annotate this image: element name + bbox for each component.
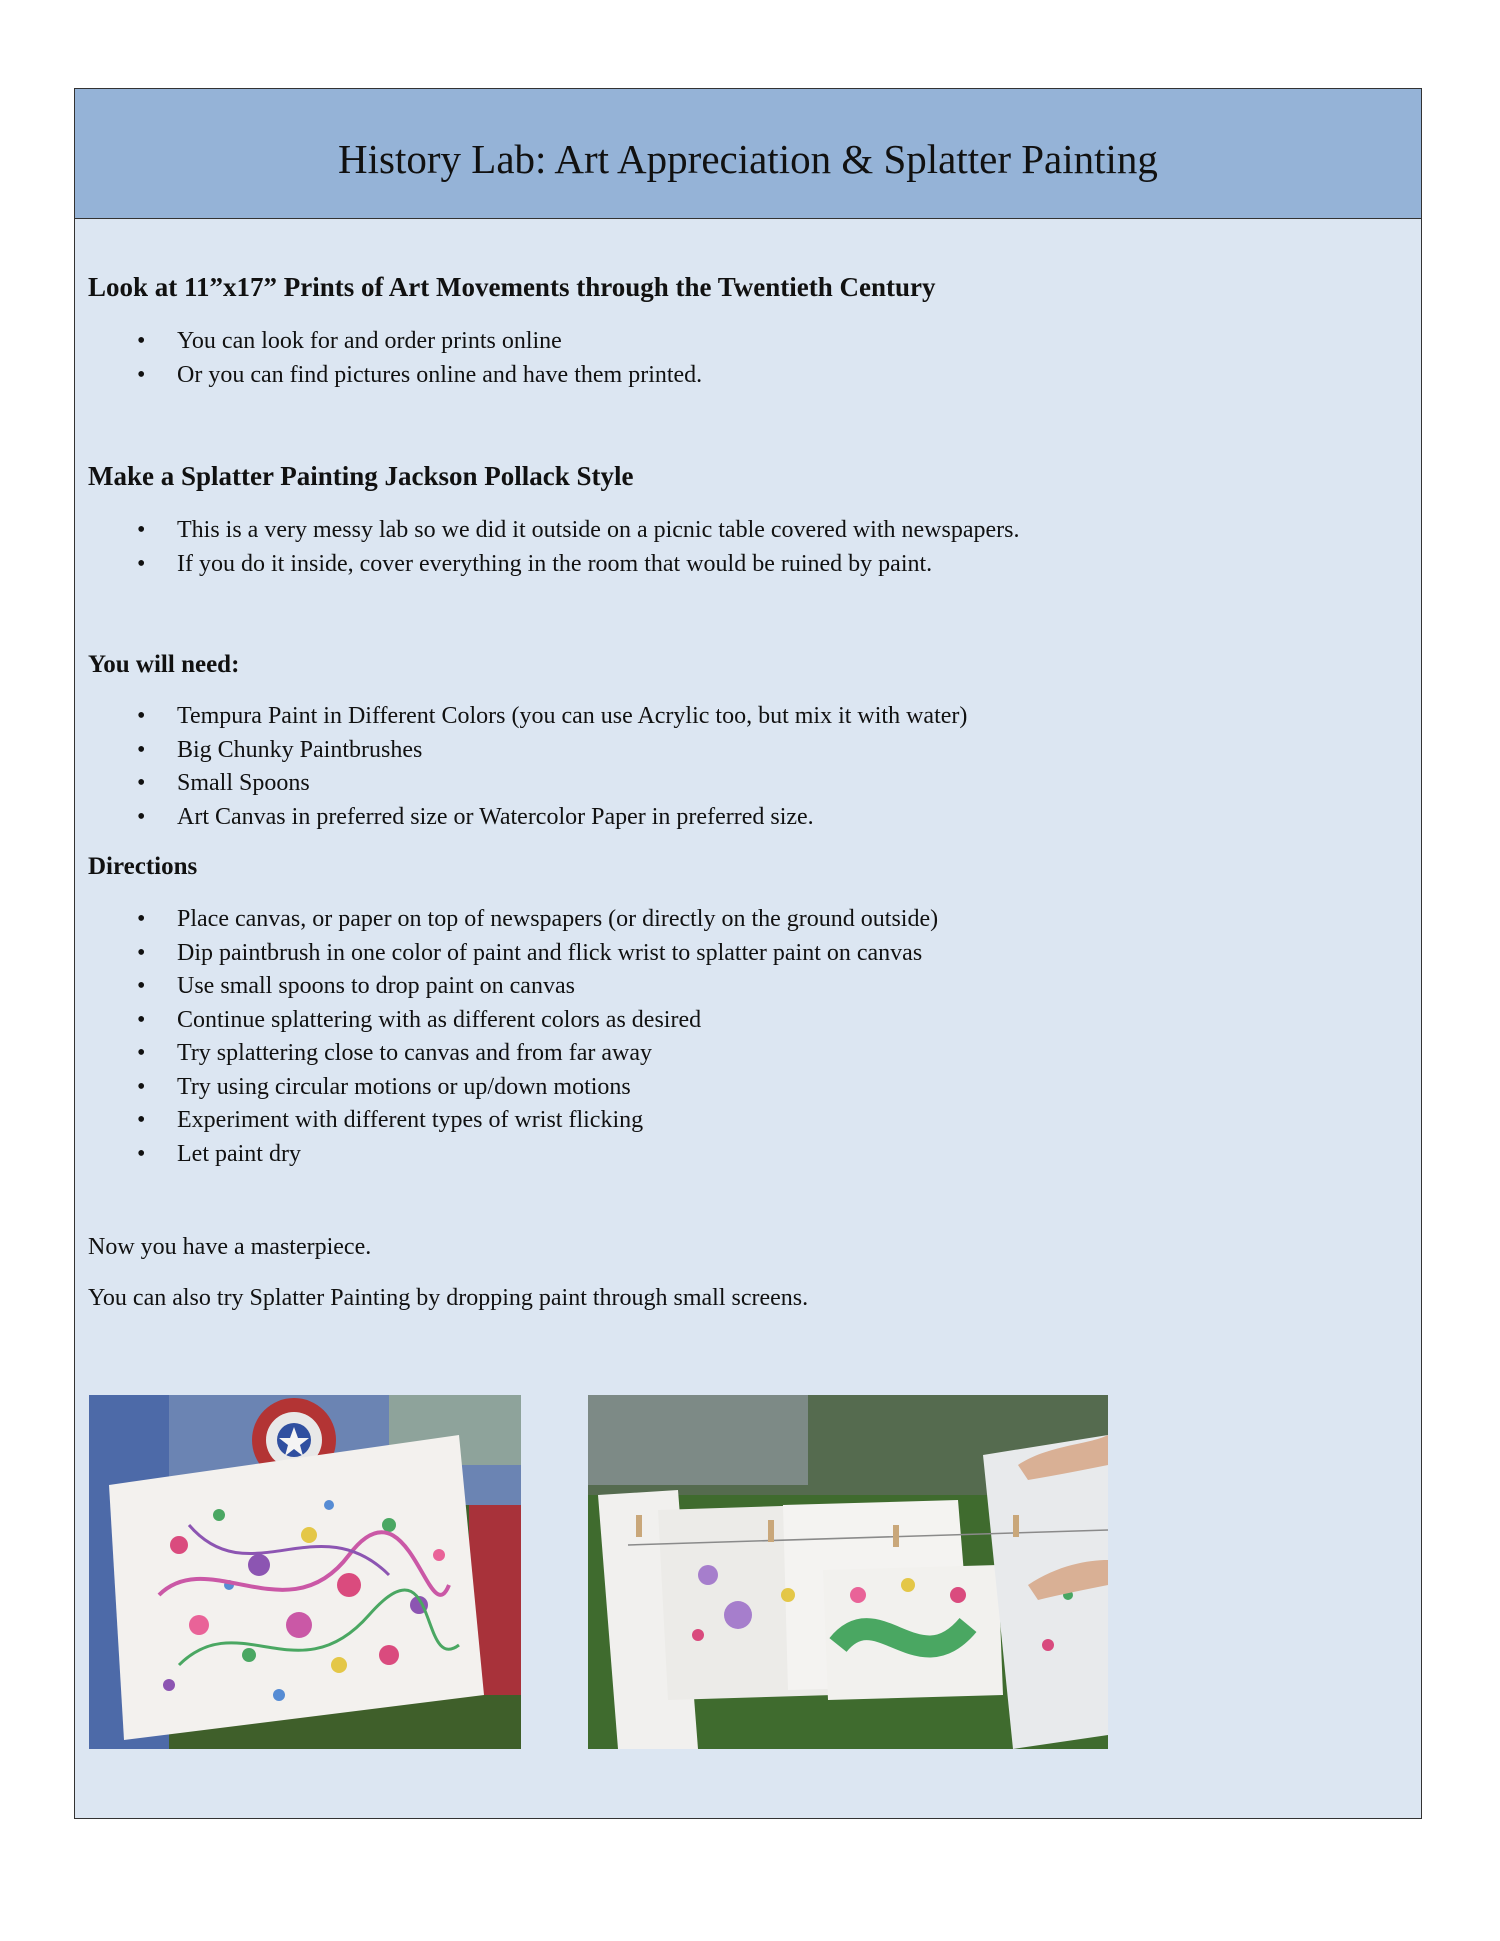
closing-line-1: Now you have a masterpiece. — [88, 1234, 372, 1260]
list-item: • Let paint dry — [75, 1138, 938, 1172]
list-item: • Or you can find pictures online and have them printed. — [75, 359, 702, 393]
section-heading-supplies: You will need: — [88, 651, 240, 678]
prints-list — [75, 325, 702, 392]
list-item: • If you do it inside, cover everything in the room that would be ruined by paint. — [75, 548, 1019, 582]
list-item: • This is a very messy lab so we did it outside on a picnic table covered with newspapers. — [75, 514, 1019, 548]
lab-sheet-frame — [74, 88, 1422, 1819]
list-item: • Small Spoons — [75, 767, 967, 801]
list-item: • Big Chunky Paintbrushes — [75, 734, 967, 768]
list-item: • Dip paintbrush in one color of paint and flick wrist to splatter paint on canvas — [75, 937, 938, 971]
section-heading-splatter: Make a Splatter Painting Jackson Pollack Style — [88, 461, 634, 491]
list-item: • Try splattering close to canvas and from far away — [75, 1037, 938, 1071]
title-banner — [75, 89, 1421, 219]
list-item: • Art Canvas in preferred size or Watercolor Paper in preferred size. — [75, 801, 967, 835]
list-item: • Use small spoons to drop paint on canvas — [75, 970, 938, 1004]
splatter-notes-list — [75, 514, 1019, 581]
section-heading-prints: Look at 11”x17” Prints of Art Movements through the Twentieth Century — [88, 272, 936, 302]
supplies-list — [75, 700, 967, 834]
list-item: • Experiment with different types of wrist flicking — [75, 1104, 938, 1138]
list-item: • Try using circular motions or up/down motions — [75, 1071, 938, 1105]
directions-list — [75, 903, 938, 1171]
list-item: • Place canvas, or paper on top of newspapers (or directly on the ground outside) — [75, 903, 938, 937]
section-heading-directions: Directions — [88, 853, 198, 880]
list-item: • Tempura Paint in Different Colors (you can use Acrylic too, but mix it with water) — [75, 700, 967, 734]
splatter-paintings-drying-photo — [588, 1395, 1108, 1749]
list-item: • You can look for and order prints online — [75, 325, 702, 359]
list-item: • Continue splattering with as different colors as desired — [75, 1004, 938, 1038]
splatter-painting-photo-held — [89, 1395, 521, 1749]
page-title: History Lab: Art Appreciation & Splatter Painting — [338, 135, 1158, 182]
closing-line-2: You can also try Splatter Painting by dropping paint through small screens. — [88, 1285, 809, 1311]
